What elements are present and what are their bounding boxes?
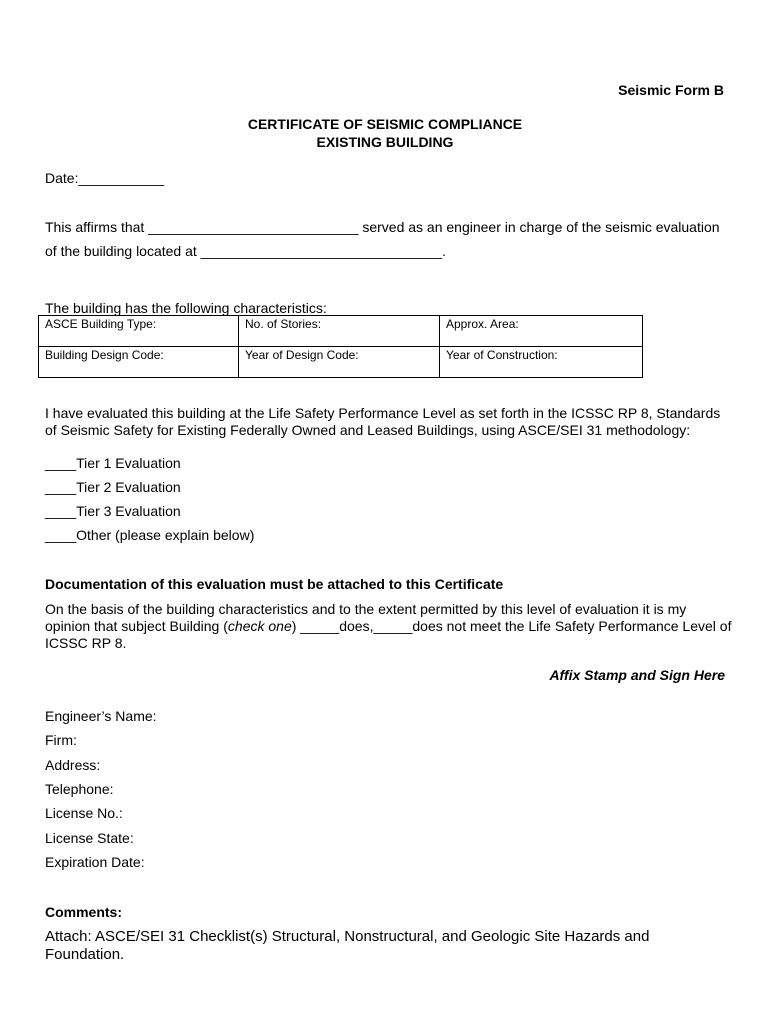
opinion-line-2-end: ) _____does,_____does not meet the Life Safety Performance Level of <box>291 618 732 634</box>
building-design-code-cell: Building Design Code: <box>39 347 239 378</box>
address-label: Address: <box>45 757 101 773</box>
form-label: Seismic Form B <box>618 82 724 98</box>
license-no-label: License No.: <box>45 805 123 821</box>
affirmation-line-2: of the building located at _______________________________. <box>45 243 446 259</box>
table-row <box>39 316 643 347</box>
comments-line-2: Foundation. <box>45 946 125 963</box>
comments-line-1: Attach: ASCE/SEI 31 Checklist(s) Structural, Nonstructural, and Geologic Site Hazards and <box>45 928 650 945</box>
opinion-line-3: ICSSC RP 8. <box>45 635 127 651</box>
approx-area-cell: Approx. Area: <box>440 316 643 347</box>
firm-label: Firm: <box>45 732 77 748</box>
year-of-design-code-cell: Year of Design Code: <box>239 347 440 378</box>
tier-3-option: ____Tier 3 Evaluation <box>45 503 181 519</box>
year-of-construction-cell: Year of Construction: <box>440 347 643 378</box>
evaluation-statement-line-2: of Seismic Safety for Existing Federally Owned and Leased Buildings, using ASCE/SEI 31 methodology: <box>45 422 691 438</box>
date-field: Date:___________ <box>45 170 165 186</box>
asce-building-type-cell: ASCE Building Type: <box>39 316 239 347</box>
no-of-stories-cell: No. of Stories: <box>239 316 440 347</box>
characteristics-intro: The building has the following characteristics: <box>45 300 327 316</box>
tier-2-option: ____Tier 2 Evaluation <box>45 479 181 495</box>
document-title: CERTIFICATE OF SEISMIC COMPLIANCE <box>247 116 523 132</box>
opinion-line-1: On the basis of the building characteristics and to the extent permitted by this level of evaluation it is my <box>45 601 687 617</box>
document-subtitle: EXISTING BUILDING <box>316 134 454 150</box>
characteristics-table <box>38 315 643 378</box>
other-option: ____Other (please explain below) <box>45 527 255 543</box>
opinion-line-2 <box>45 617 731 635</box>
tier-1-option: ____Tier 1 Evaluation <box>45 455 181 471</box>
engineer-name-label: Engineer’s Name: <box>45 708 157 724</box>
telephone-label: Telephone: <box>45 781 114 797</box>
documentation-heading: Documentation of this evaluation must be attached to this Certificate <box>45 576 504 592</box>
check-one-note: check one <box>227 618 292 634</box>
stamp-label: Affix Stamp and Sign Here <box>549 667 725 683</box>
table-row <box>39 347 643 378</box>
affirmation-line-1: This affirms that ___________________________ served as an engineer in charge of the seismic evaluation <box>45 219 720 235</box>
comments-heading: Comments: <box>45 904 123 920</box>
expiration-date-label: Expiration Date: <box>45 854 145 870</box>
opinion-line-2-start: opinion that subject Building ( <box>45 618 228 634</box>
evaluation-statement-line-1: I have evaluated this building at the Life Safety Performance Level as set forth in the ICSSC RP 8, Standards <box>45 405 721 421</box>
license-state-label: License State: <box>45 830 134 846</box>
